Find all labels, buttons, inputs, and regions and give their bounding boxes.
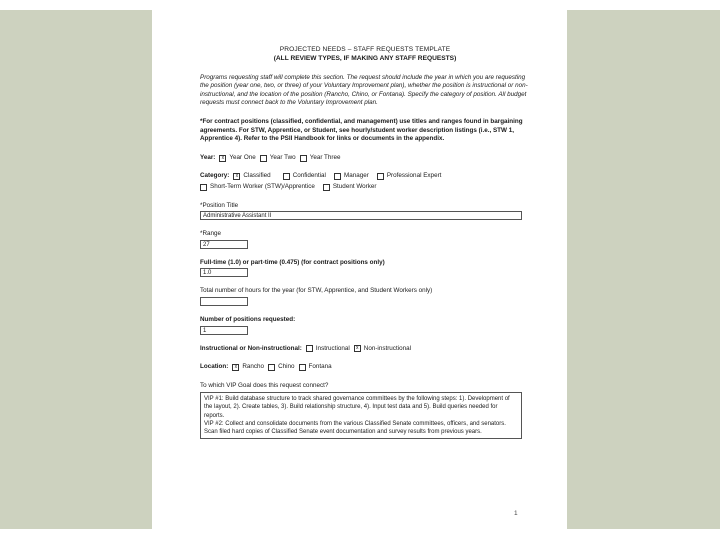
rancho-label: Rancho xyxy=(242,363,265,371)
title-line-2: (ALL REVIEW TYPES, IF MAKING ANY STAFF REQUESTS) xyxy=(273,54,457,62)
left-background-panel xyxy=(0,10,152,529)
stw-checkbox[interactable] xyxy=(200,184,207,191)
year-label: Year: xyxy=(200,153,216,161)
hours-field[interactable] xyxy=(200,297,248,306)
year-two-label: Year Two xyxy=(269,153,296,161)
instructional-checkbox[interactable] xyxy=(306,345,313,352)
manager-checkbox[interactable] xyxy=(334,173,341,180)
instructional-question-label: Instructional or Non-instructional: xyxy=(200,344,302,352)
positions-label: Number of positions requested: xyxy=(200,315,296,323)
title-line-1: PROJECTED NEEDS – STAFF REQUESTS TEMPLATE xyxy=(279,46,451,53)
non-instructional-label: Non-instructional xyxy=(363,344,412,352)
year-one-label: Year One xyxy=(229,153,256,161)
fontana-checkbox[interactable] xyxy=(299,364,306,371)
range-field[interactable]: 27 xyxy=(200,240,248,249)
non-instructional-checkbox[interactable] xyxy=(354,345,361,352)
manager-label: Manager xyxy=(343,172,369,180)
year-two-checkbox[interactable] xyxy=(260,155,267,162)
student-worker-checkbox[interactable] xyxy=(323,184,330,191)
vip-goal-2: VIP #2: Collect and consolidate documents from the various Classified Senate committees, officers, and senators. Scan filed hard copies of Classified Senate event documentation and survey results from previous years. xyxy=(204,420,506,436)
range-label: *Range xyxy=(200,230,222,238)
confidential-label: Confidential xyxy=(292,172,326,180)
fontana-label: Fontana xyxy=(308,363,332,371)
instructional-label: Instructional xyxy=(315,344,350,352)
document-page xyxy=(152,0,567,540)
year-three-label: Year Three xyxy=(309,153,341,161)
right-background-panel xyxy=(567,10,720,529)
hours-label: Total number of hours for the year (for STW, Apprentice, and Student Workers only) xyxy=(200,287,433,295)
positions-field[interactable]: 1 xyxy=(200,326,248,335)
instructional-row xyxy=(200,345,530,354)
classified-checkbox[interactable] xyxy=(233,173,240,180)
stw-label: Short-Term Worker (STW)/Apprentice xyxy=(210,182,315,190)
location-row xyxy=(200,363,530,372)
note-paragraph: *For contract positions (classified, confidential, and management) use titles and ranges found in bargaining agreements. For STW, Apprentice, or Student, see hourly/student worker description listings (i.e., STW 1, Apprentice 4). Refer to the PSII Handbook for links or documents in the appendix. xyxy=(200,117,523,143)
year-one-checkbox[interactable] xyxy=(219,155,226,162)
chino-checkbox[interactable] xyxy=(268,364,275,371)
vip-goal-1: VIP #1: Build database structure to track shared governance committees by the following steps: 1). Development of the layout, 2). Create tables, 3). Build relationship structure, 4). Input test data and 5). Build queries needed for reports. xyxy=(204,396,510,419)
category-row-1 xyxy=(200,172,530,181)
confidential-checkbox[interactable] xyxy=(283,173,290,180)
page-number: 1 xyxy=(514,510,518,517)
document-body xyxy=(200,46,530,439)
rancho-checkbox[interactable] xyxy=(232,364,239,371)
professional-expert-checkbox[interactable] xyxy=(377,173,384,180)
student-worker-label: Student Worker xyxy=(332,182,377,190)
fulltime-label: Full-time (1.0) or part-time (0.475) (for contract positions only) xyxy=(200,258,385,266)
year-row xyxy=(200,154,530,163)
classified-label: Classified xyxy=(243,172,271,180)
year-three-checkbox[interactable] xyxy=(300,155,307,162)
chino-label: Chino xyxy=(278,363,295,371)
vip-goal-field[interactable] xyxy=(200,392,522,439)
position-title-field[interactable]: Administrative Assistant II xyxy=(200,211,522,220)
document-title xyxy=(200,46,530,64)
category-row-2 xyxy=(200,183,530,192)
position-title-label: *Position Title xyxy=(200,201,239,209)
fulltime-field[interactable]: 1.0 xyxy=(200,268,248,277)
vip-goal-label: To which VIP Goal does this request connect? xyxy=(200,381,329,389)
professional-expert-label: Professional Expert xyxy=(386,172,442,180)
category-label: Category: xyxy=(200,172,230,180)
location-label: Location: xyxy=(200,363,229,371)
intro-paragraph: Programs requesting staff will complete this section. The request should include the year in which you are requesting the position (year one, two, or three) of your Voluntary Improvement plan), whether the position is instructional or non-instructional, and the location of the position (Rancho, Chino, or Fontana). Specify the category of position. All budget requests must connect back to the Voluntary Improvement plan. xyxy=(200,73,528,107)
